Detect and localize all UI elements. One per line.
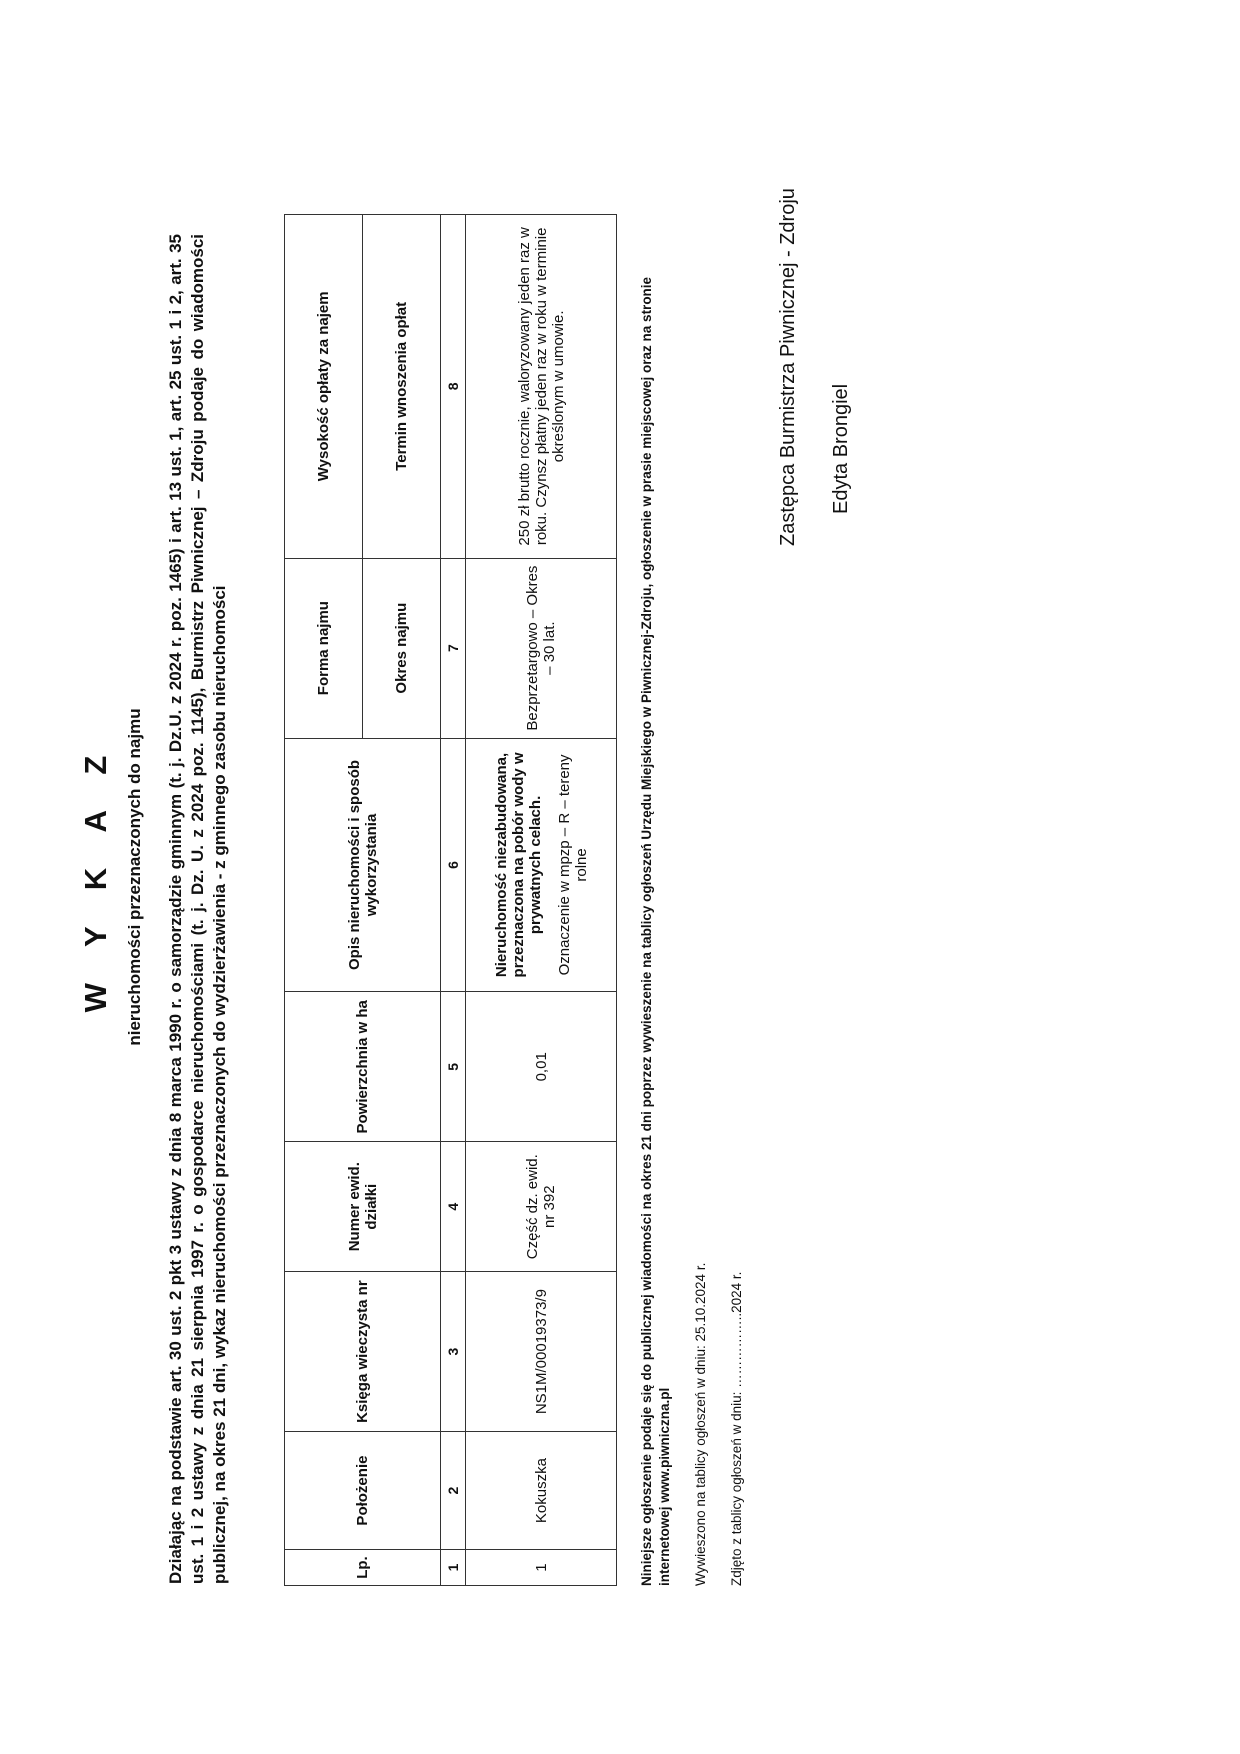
publication-notice: Niniejsze ogłoszenie podaje się do publicznej wiadomości na okres 21 dni poprzez wywieszenie na tablicy ogłoszeń Urzędu Miejskiego w Piwnicznej-Zdroju, ogłoszenie w prasie miejscowej oraz na stronie internetowej www.piwniczna.pl xyxy=(639,276,672,1586)
header-powierzchnia: Powierzchnia w ha xyxy=(285,992,441,1142)
property-table xyxy=(284,214,617,1586)
cell-lp: 1 xyxy=(466,1550,617,1586)
table-row xyxy=(466,215,617,1586)
header-wysokosc: Wysokość opłaty za najem xyxy=(285,215,363,559)
zoning-note: Oznaczenie w mpzp – R – tereny rolne xyxy=(555,754,590,976)
document-subtitle: nieruchomości przeznaczonych do najmu xyxy=(125,708,144,1046)
header-polozenie: Położenie xyxy=(285,1432,441,1550)
cell-polozenie: Kokuszka xyxy=(466,1432,617,1550)
description-text: Nieruchomość niezabudowana, przeznaczona na pobór wody w prywatnych celach. xyxy=(492,752,544,978)
column-number: 3 xyxy=(441,1272,466,1432)
removed-date: Zdjęto z tablicy ogłoszeń w dniu: ……………..2024 r. xyxy=(729,1271,744,1586)
legal-basis-paragraph: Działając na podstawie art. 30 ust. 2 pkt 3 ustawy z dnia 8 marca 1990 r. o samorządzie gminnym (t. j. Dz.U. z 2024 r. poz. 1465) i art. 13 ust. 1, art. 25 ust. 1 i 2, art. 35 ust. 1 i 2 ustawy z dnia 21 sierpnia 1997 r. o gospodarce nieruchomościami (t. j. Dz. U. z 2024 poz. 1145), Burmistrz Piwnicznej – Zdroju podaje do wiadomości publicznej, na okres 21 dni, wykaz nieruchomości przeznaczonych do wydzierżawienia - z gminnego zasobu nieruchomości xyxy=(166,234,229,1584)
cell-ksiega: NS1M/00019373/9 xyxy=(466,1272,617,1432)
column-number: 8 xyxy=(441,215,466,559)
cell-numer: Część dz. ewid. nr 392 xyxy=(466,1142,617,1272)
header-ksiega: Księga wieczysta nr xyxy=(285,1272,441,1432)
header-lp: Lp. xyxy=(285,1550,441,1586)
document-title: W Y K A Z xyxy=(78,741,113,1013)
signatory-name: Edyta Brongiel xyxy=(830,383,852,514)
header-forma: Forma najmu xyxy=(285,558,363,738)
signatory-title: Zastępca Burmistrza Piwnicznej - Zdroju xyxy=(777,188,799,546)
column-number: 5 xyxy=(441,992,466,1142)
column-number: 1 xyxy=(441,1550,466,1586)
column-number: 6 xyxy=(441,738,466,992)
posted-date: Wywieszono na tablicy ogłoszeń w dniu: 25.10.2024 r. xyxy=(693,1262,708,1586)
header-numer: Numer ewid. działki xyxy=(285,1142,441,1272)
column-number: 4 xyxy=(441,1142,466,1272)
cell-opis xyxy=(466,738,617,992)
cell-powierzchnia: 0,01 xyxy=(466,992,617,1142)
header-termin: Termin wnoszenia opłat xyxy=(363,215,441,559)
column-number: 7 xyxy=(441,558,466,738)
header-okres: Okres najmu xyxy=(363,558,441,738)
header-opis: Opis nieruchomości i sposób wykorzystania xyxy=(285,738,441,992)
cell-oplata: 250 zł brutto rocznie, waloryzowany jeden raz w roku. Czynsz płatny jeden raz w roku w terminie określonym w umowie. xyxy=(466,215,617,559)
column-number: 2 xyxy=(441,1432,466,1550)
cell-forma: Bezprzetargowo – Okres – 30 lat. xyxy=(466,558,617,738)
column-numbers-row xyxy=(441,215,466,1586)
